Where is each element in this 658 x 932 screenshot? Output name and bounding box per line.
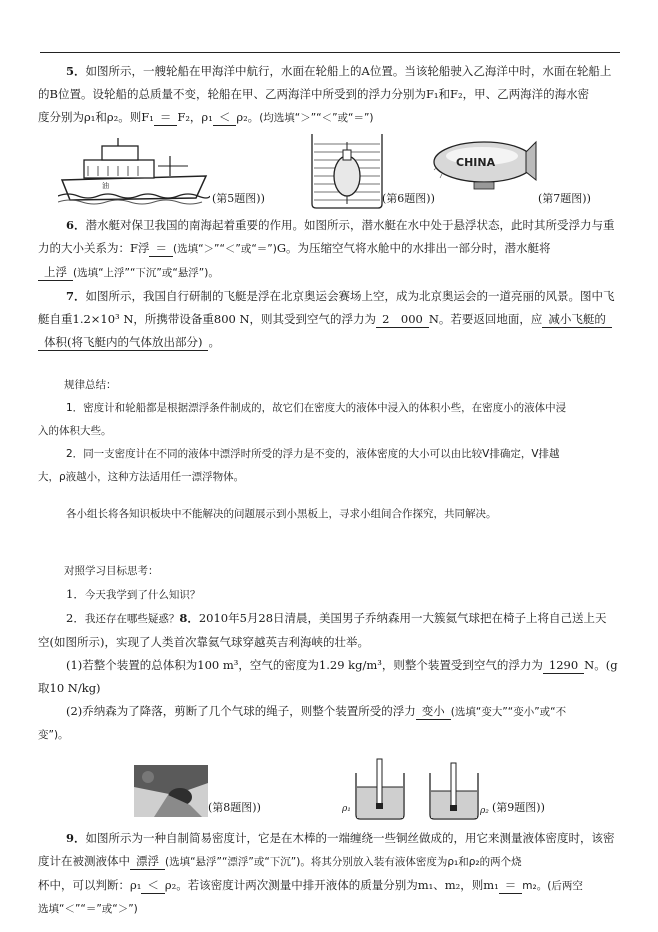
- q5-line3a: 度分别为ρ₁和ρ₂。则F₁: [38, 110, 154, 124]
- q8-answer-2: 变小: [416, 703, 451, 720]
- q8-line2: 空(如图所示)，实现了人类首次靠氦气球穿越英吉利海峡的壮举。: [38, 635, 369, 649]
- q8-line1: 2010年5月28日清晨，美国男子乔纳森用一大簇氦气球把在椅子上将自己送上天: [198, 611, 607, 625]
- q8-number: 8．: [179, 611, 199, 625]
- q9-number: 9．: [66, 831, 86, 845]
- q6-line2b: G。为压缩空气将水舱中的水排出一部分时，潜水艇将: [276, 241, 551, 255]
- figure-6-caption: (第6题图)): [382, 192, 435, 205]
- group-instruction: 各小组长将各知识板块中不能解决的问题展示到小黑板上，寻求小组间合作探究，共同解决。: [66, 508, 497, 520]
- q6-answer-1: ＝: [149, 240, 173, 257]
- q9-line4: 选填“＜”“＝”或“＞”): [38, 903, 138, 915]
- question-7: [38, 285, 622, 354]
- q5-note: (均选填“＞”“＜”或“＝”): [259, 112, 374, 124]
- figure-7-caption: (第7题图)): [538, 192, 591, 205]
- ship-figure: [58, 136, 210, 206]
- summary-1-line1: 密度计和轮船都是根据漂浮条件制成的，故它们在密度大的液体中浸入的体积小些，在密度小的液体中浸: [83, 402, 567, 414]
- rule-summary: [38, 374, 622, 489]
- q8-part2-b: (选填“变大”“变小”或“不: [450, 706, 567, 718]
- q7-line1: 如图所示，我国自行研制的飞艇是浮在北京奥运会赛场上空，成为北京奥运会的一道亮丽的风景。图中飞: [85, 289, 615, 303]
- q9-line3c: m₂。(后两空: [522, 880, 583, 892]
- q5-line1: 如图所示，一艘轮船在甲海洋中航行，水面在轮船上的A位置。当该轮船驶入乙海洋中时，水面在轮船上: [85, 64, 612, 78]
- q5-number: 5．: [66, 64, 86, 78]
- rho1-label: ρ₁: [342, 804, 351, 814]
- summary-2-line1: 同一支密度计在不同的液体中漂浮时所受的浮力是不变的，液体密度的大小可以由比较V排确定，V排越: [83, 448, 560, 460]
- summary-2-line2: 大，ρ液越小，这种方法适用任一漂浮物体。: [38, 471, 245, 483]
- q9-line2b: (选填“悬浮”“漂浮”或“下沉”)。将其分别放入装有液体密度为ρ₁和ρ₂的两个烧: [165, 856, 522, 868]
- q6-line1: 潜水艇对保卫我国的南海起着重要的作用。如图所示，潜水艇在水中处于悬浮状态，此时其所受浮力与重: [85, 218, 615, 232]
- q6-note-2: (选填“上浮”“下沉”或“悬浮”)。: [73, 267, 219, 279]
- reflection-title: 对照学习目标思考：: [64, 565, 159, 577]
- airship-figure: [426, 134, 538, 206]
- q7-number: 7．: [66, 289, 86, 303]
- reflect-2-number: 2．: [66, 611, 85, 625]
- q7-answer-1: 2 000: [376, 311, 429, 328]
- summary-title: 规律总结：: [64, 379, 117, 391]
- q7-line2b: N。若要返回地面，应: [428, 312, 543, 326]
- q9-answer-3: ＝: [499, 877, 523, 894]
- figure-row-8-9: [38, 751, 622, 825]
- q9-line2a: 度计在被测液体中: [38, 854, 130, 868]
- header-rule: [40, 52, 620, 53]
- airship-label: CHINA: [456, 156, 496, 169]
- summary-1-number: 1．: [66, 402, 84, 414]
- q6-answer-2: 上浮: [38, 264, 73, 281]
- q9-answer-1: 漂浮: [130, 853, 165, 870]
- q8-part2-a: (2)乔纳森为了降落，剪断了几个气球的绳子，则整个装置所受的浮力: [66, 704, 416, 718]
- figure-9-caption: (第9题图)): [492, 801, 545, 814]
- q8-part1-a: (1)若整个装置的总体积为100 m³，空气的密度为1.29 kg/m³，则整个装置受到空气的浮力为: [66, 658, 543, 672]
- worksheet-page: [38, 60, 622, 921]
- q5-answer-1: ＝: [154, 109, 178, 126]
- q8-answer-1: 1290: [543, 657, 584, 674]
- figure-row-5-7: [38, 130, 622, 212]
- q9-line1: 如图所示为一种自制简易密度计，它是在木棒的一端缠绕一些铜丝做成的，用它来测量液体密度时，该密: [85, 831, 615, 845]
- question-5: [38, 60, 622, 130]
- rho2-label: ρ₂: [480, 806, 489, 816]
- density-meter-figure: [342, 751, 492, 821]
- q7-line2a: 艇自重1.2×10³ N，所携带设备重800 N，则其受到空气的浮力为: [38, 312, 377, 326]
- question-9: [38, 827, 622, 921]
- question-6: [38, 214, 622, 285]
- figure-5-caption: (第5题图)): [212, 192, 265, 205]
- q9-answer-2: ＜: [141, 877, 165, 894]
- q6-number: 6．: [66, 218, 86, 232]
- q7-line3-end: 。: [208, 335, 220, 349]
- figure-8-caption: (第8题图)): [208, 801, 261, 814]
- q6-note: (选填“＞”“＜”或“＝”): [172, 243, 277, 255]
- reflection-section: [38, 560, 622, 747]
- q8-part2-c: 变”)。: [38, 729, 69, 741]
- q8-part1-b: N。(g: [584, 658, 618, 672]
- q8-part1-c: 取10 N/kg): [38, 681, 101, 695]
- q6-line2a: 力的大小关系为：F浮: [38, 241, 150, 255]
- q9-line3a: 杯中，可以判断：ρ₁: [38, 878, 142, 892]
- reflect-1-number: 1．: [66, 587, 85, 601]
- q5-line3b: F₂，ρ₁: [177, 110, 213, 124]
- q5-answer-2: ＜: [213, 109, 237, 126]
- q7-answer-2: 减小飞艇的: [542, 311, 612, 328]
- svg-text:油: 油: [102, 182, 109, 190]
- submarine-figure: [308, 130, 386, 210]
- reflect-1: 今天我学到了什么知识？: [84, 589, 201, 601]
- summary-1-line2: 入的体积大些。: [38, 425, 112, 437]
- reflect-2: 我还存在哪些疑惑？: [84, 613, 180, 625]
- balloon-photo: [134, 765, 208, 817]
- q7-answer-2-cont: 体积(将飞艇内的气体放出部分): [38, 334, 208, 351]
- q9-line3b: ρ₂。若该密度计两次测量中排开液体的质量分别为m₁、m₂，则m₁: [164, 878, 499, 892]
- summary-2-number: 2．: [66, 448, 84, 460]
- q5-line3c: ρ₂。: [236, 110, 260, 124]
- q5-line2: 的B位置。设轮船的总质量不变，轮船在甲、乙两海洋中所受到的浮力分别为F₁和F₂，甲、乙两海洋的海水密: [38, 87, 590, 101]
